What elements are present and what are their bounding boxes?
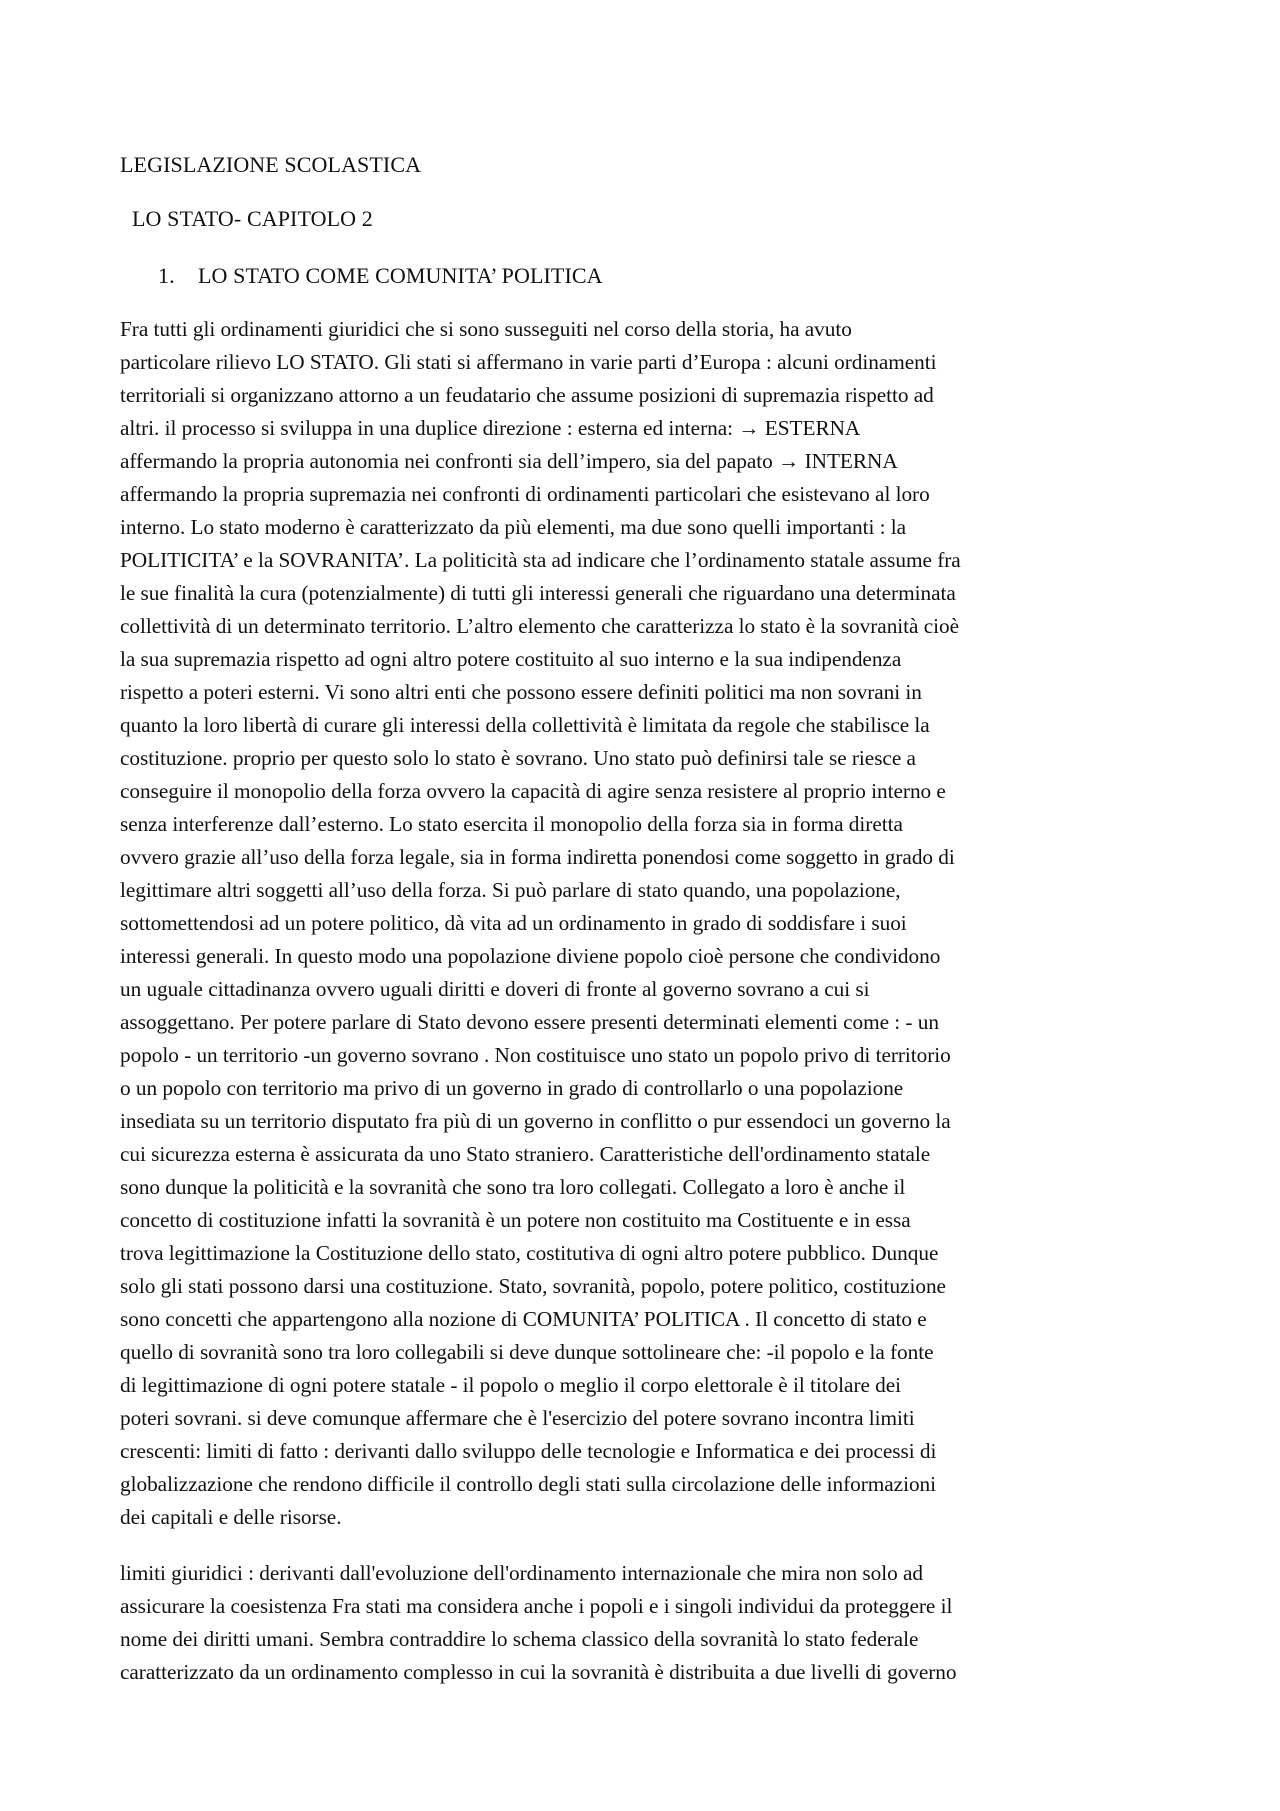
paragraph-line: o un popolo con territorio ma privo di un governo in grado di controllarlo o una popolazione xyxy=(120,1076,904,1100)
paragraph-line: crescenti: limiti di fatto : derivanti dallo sviluppo delle tecnologie e Informatica e dei processi di xyxy=(120,1439,937,1463)
paragraph-line: quanto la loro libertà di curare gli interessi della collettività è limitata da regole che stabilisce la xyxy=(120,713,930,737)
section-heading xyxy=(158,263,603,289)
document-title: LEGISLAZIONE SCOLASTICA xyxy=(120,152,422,177)
paragraph-line: legittimare altri soggetti all’uso della forza. Si può parlare di stato quando, una popolazione, xyxy=(120,878,901,902)
paragraph-line: globalizzazione che rendono difficile il controllo degli stati sulla circolazione delle informazioni xyxy=(120,1472,937,1496)
paragraph-line: senza interferenze dall’esterno. Lo stato esercita il monopolio della forza sia in forma diretta xyxy=(120,812,903,836)
paragraph-line: le sue finalità la cura (potenzialmente) di tutti gli interessi generali che riguardano una determinata xyxy=(120,581,956,605)
paragraph-line: sono dunque la politicità e la sovranità che sono tra loro collegati. Collegato a loro è anche il xyxy=(120,1175,906,1199)
paragraph-2 xyxy=(120,1557,1170,1689)
paragraph-line: cui sicurezza esterna è assicurata da uno Stato straniero. Caratteristiche dell'ordinamento statale xyxy=(120,1142,931,1166)
paragraph-line: Fra tutti gli ordinamenti giuridici che si sono susseguiti nel corso della storia, ha avuto xyxy=(120,317,852,341)
paragraph-line: affermando la propria autonomia nei confronti sia dell’impero, sia del papato → INTERNA xyxy=(120,449,898,473)
paragraph-line: interno. Lo stato moderno è caratterizzato da più elementi, ma due sono quelli importanti : la xyxy=(120,515,906,539)
paragraph-line: assicurare la coesistenza Fra stati ma considera anche i popoli e i singoli individui da proteggere il xyxy=(120,1594,953,1618)
chapter-title: LO STATO- CAPITOLO 2 xyxy=(132,206,373,231)
paragraph-1 xyxy=(120,313,1170,1534)
paragraph-line: rispetto a poteri esterni. Vi sono altri enti che possono essere definiti politici ma non sovrani in xyxy=(120,680,922,704)
paragraph-line: quello di sovranità sono tra loro collegabili si deve dunque sottolineare che: -il popolo e la fonte xyxy=(120,1340,934,1364)
paragraph-line: ovvero grazie all’uso della forza legale, sia in forma indiretta ponendosi come soggetto in grado di xyxy=(120,845,955,869)
paragraph-line: POLITICITA’ e la SOVRANITA’. La politicità sta ad indicare che l’ordinamento statale assume fra xyxy=(120,548,961,572)
paragraph-line: popolo - un territorio -un governo sovrano . Non costituisce uno stato un popolo privo di territorio xyxy=(120,1043,951,1067)
paragraph-line: trova legittimazione la Costituzione dello stato, costitutiva di ogni altro potere pubblico. Dunque xyxy=(120,1241,939,1265)
paragraph-line: poteri sovrani. si deve comunque affermare che è l'esercizio del potere sovrano incontra limiti xyxy=(120,1406,915,1430)
paragraph-line: conseguire il monopolio della forza ovvero la capacità di agire senza resistere al proprio interno e xyxy=(120,779,946,803)
paragraph-line: particolare rilievo LO STATO. Gli stati si affermano in varie parti d’Europa : alcuni ordinamenti xyxy=(120,350,937,374)
paragraph-line: affermando la propria supremazia nei confronti di ordinamenti particolari che esistevano al loro xyxy=(120,482,930,506)
paragraph-line: caratterizzato da un ordinamento complesso in cui la sovranità è distribuita a due livelli di governo xyxy=(120,1660,957,1684)
paragraph-line: nome dei diritti umani. Sembra contraddire lo schema classico della sovranità lo stato federale xyxy=(120,1627,919,1651)
paragraph-line: altri. il processo si sviluppa in una duplice direzione : esterna ed interna: → ESTERNA xyxy=(120,416,861,440)
paragraph-line: sono concetti che appartengono alla nozione di COMUNITA’ POLITICA . Il concetto di stato e xyxy=(120,1307,927,1331)
paragraph-line: di legittimazione di ogni potere statale - il popolo o meglio il corpo elettorale è il titolare dei xyxy=(120,1373,902,1397)
paragraph-line: assoggettano. Per potere parlare di Stato devono essere presenti determinati elementi come : - un xyxy=(120,1010,939,1034)
paragraph-line: limiti giuridici : derivanti dall'evoluzione dell'ordinamento internazionale che mira non solo ad xyxy=(120,1561,923,1585)
paragraph-line: collettività di un determinato territorio. L’altro elemento che caratterizza lo stato è la sovranità cioè xyxy=(120,614,959,638)
paragraph-line: insediata su un territorio disputato fra più di un governo in conflitto o pur essendoci un governo la xyxy=(120,1109,951,1133)
paragraph-line: un uguale cittadinanza ovvero uguali diritti e doveri di fronte al governo sovrano a cui si xyxy=(120,977,870,1001)
paragraph-line: dei capitali e delle risorse. xyxy=(120,1505,342,1529)
paragraph-line: concetto di costituzione infatti la sovranità è un potere non costituito ma Costituente e in essa xyxy=(120,1208,911,1232)
paragraph-line: costituzione. proprio per questo solo lo stato è sovrano. Uno stato può definirsi tale se riesce a xyxy=(120,746,916,770)
section-number: 1. xyxy=(158,263,175,288)
paragraph-line: la sua supremazia rispetto ad ogni altro potere costituito al suo interno e la sua indipendenza xyxy=(120,647,902,671)
paragraph-line: solo gli stati possono darsi una costituzione. Stato, sovranità, popolo, potere politico, costituzione xyxy=(120,1274,946,1298)
paragraph-line: sottomettendosi ad un potere politico, dà vita ad un ordinamento in grado di soddisfare i suoi xyxy=(120,911,907,935)
paragraph-line: interessi generali. In questo modo una popolazione diviene popolo cioè persone che condividono xyxy=(120,944,941,968)
section-title: LO STATO COME COMUNITA’ POLITICA xyxy=(198,263,603,288)
paragraph-line: territoriali si organizzano attorno a un feudatario che assume posizioni di supremazia rispetto ad xyxy=(120,383,934,407)
